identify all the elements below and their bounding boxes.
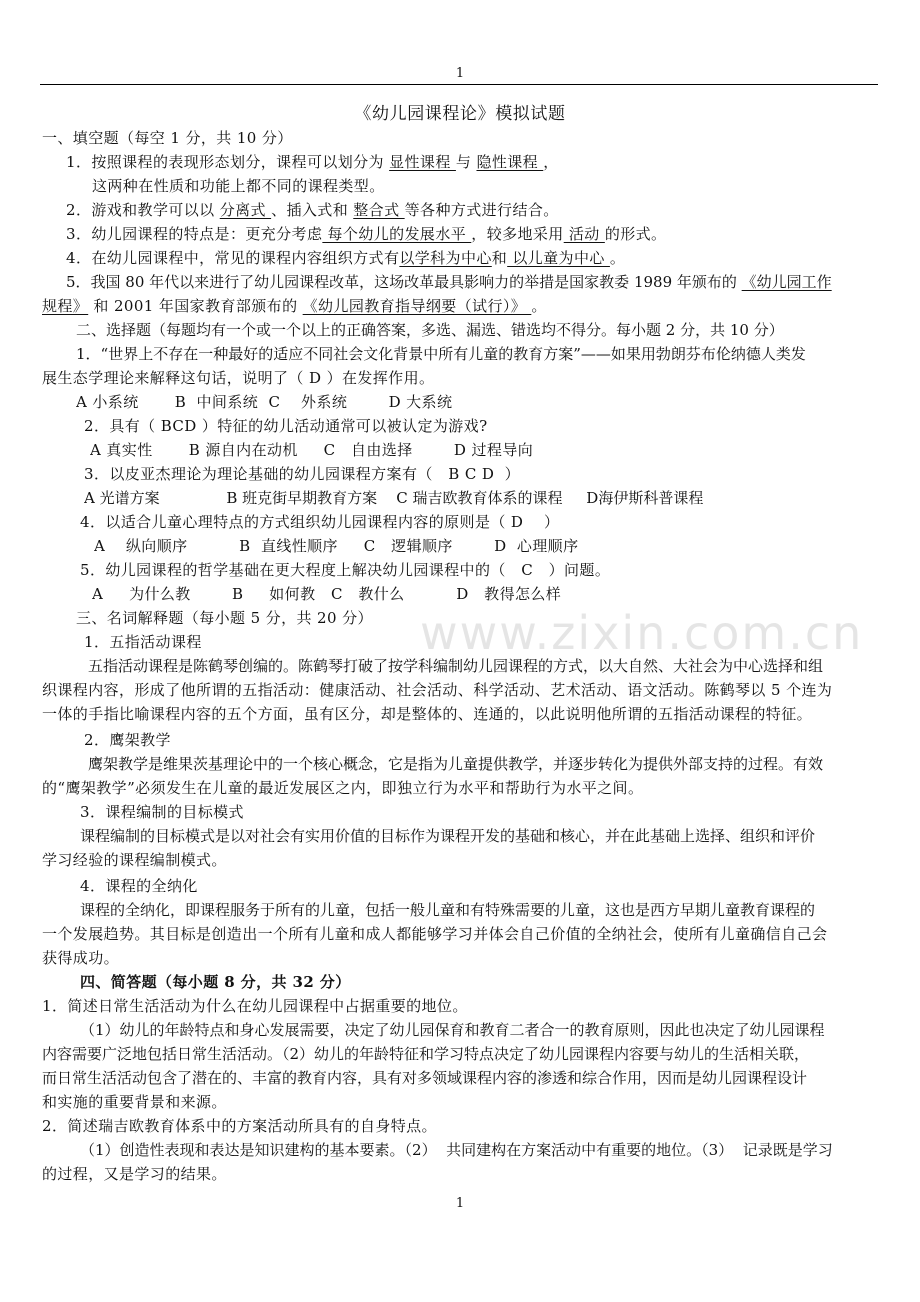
- fill-question-1-cont: 这两种在性质和功能上都不同的课程类型。: [92, 177, 385, 195]
- term-4-body: 获得成功。: [42, 949, 120, 967]
- footer-page-number: 1: [455, 1196, 465, 1211]
- term-4-title: 4．课程的全纳化: [80, 877, 198, 895]
- short-answer-1: 和实施的重要背景和来源。: [42, 1093, 227, 1111]
- answer-blank: 隐性课程: [476, 153, 544, 171]
- section4-heading: 四、简答题（每小题 8 分，共 32 分）: [80, 973, 351, 991]
- answer-blank: 分离式: [219, 201, 272, 219]
- answer-blank: 规程》: [42, 297, 89, 315]
- answer-blank: 以学科为中心: [399, 249, 492, 267]
- term-1-body: 五指活动课程是陈鹤琴创编的。陈鹤琴打破了按学科编制幼儿园课程的方式，以大自然、大社会为中心选择和组: [88, 657, 824, 675]
- short-answer-2: 的过程，又是学习的结果。: [42, 1165, 227, 1183]
- term-3-body: 课程编制的目标模式是以对社会有实用价值的目标作为课程开发的基础和核心，并在此基础上选择、组织和评价: [80, 827, 816, 845]
- term-3-body: 学习经验的课程编制模式。: [42, 851, 227, 869]
- answer-blank: 《幼儿园工作: [741, 273, 832, 291]
- header-page-number: 1: [455, 66, 465, 81]
- answer-blank: 每个幼儿的发展水平: [322, 225, 472, 243]
- answer-blank: 《幼儿园教育指导纲要（试行）》: [302, 297, 532, 315]
- short-answer-1: 内容需要广泛地包括日常生活活动。（2）幼儿的年龄特征和学习特点决定了幼儿园课程内容要与幼儿的生活相关联，: [42, 1045, 810, 1063]
- term-4-body: 一个发展趋势。其目标是创造出一个所有儿童和成人都能够学习并体会自己价值的全纳社会，使所有儿童确信自己会: [42, 925, 828, 943]
- document-title: 《幼儿园课程论》模拟试题: [354, 104, 566, 124]
- term-3-title: 3．课程编制的目标模式: [80, 803, 244, 821]
- short-answer-1: （1）幼儿的年龄特点和身心发展需要，决定了幼儿园保育和教育二者合一的教育原则，因此也决定了幼儿园课程: [80, 1021, 825, 1039]
- short-question-1: 1．简述日常生活活动为什么在幼儿园课程中占据重要的地位。: [42, 997, 468, 1015]
- fill-question-2: 2．游戏和教学可以以 分离式 、插入式和 整合式 等各种方式进行结合。: [66, 201, 559, 219]
- answer-blank: 以儿童为中心: [507, 249, 610, 267]
- choice-question-1-options: A 小系统 B 中间系统 C 外系统 D 大系统: [76, 393, 453, 411]
- watermark: www.zixin.com.cn: [420, 606, 864, 660]
- choice-question-5-options: A 为什么教 B 如何教 C 教什么 D 教得怎么样: [92, 585, 562, 603]
- choice-question-1: 1．“世界上不存在一种最好的适应不同社会文化背景中所有儿童的教育方案”——如果用勃朗芬布伦纳德人类发: [76, 345, 806, 363]
- choice-question-3-options: A 光谱方案 B 班克街早期教育方案 C 瑞吉欧教育体系的课程 D海伊斯科普课程: [84, 489, 704, 507]
- fill-question-3: 3．幼儿园课程的特点是：更充分考虑 每个幼儿的发展水平 ，较多地采用 活动 的形式。: [66, 225, 667, 243]
- short-question-2: 2．简述瑞吉欧教育体系中的方案活动所具有的自身特点。: [42, 1117, 437, 1135]
- term-4-body: 课程的全纳化，即课程服务于所有的儿童，包括一般儿童和有特殊需要的儿童，这也是西方早期儿童教育课程的: [80, 901, 816, 919]
- choice-question-5: 5．幼儿园课程的哲学基础在更大程度上解决幼儿园课程中的（ C ）问题。: [80, 561, 611, 579]
- term-2-body: 的“鹰架教学”必须发生在儿童的最近发展区之内，即独立行为水平和帮助行为水平之间。: [42, 779, 644, 797]
- choice-question-2: 2．具有（ BCD ）特征的幼儿活动通常可以被认定为游戏?: [84, 417, 488, 435]
- section1-heading: 一、填空题（每空 1 分，共 10 分）: [42, 129, 293, 147]
- answer-blank: 活动: [563, 225, 605, 243]
- term-1-body: 一体的手指比喻课程内容的五个方面，虽有区分，却是整体的、连通的，以此说明他所谓的五指活动课程的特征。: [42, 705, 813, 723]
- term-2-body: 鹰架教学是维果茨基理论中的一个核心概念，它是指为儿童提供教学，并逐步转化为提供外部支持的过程。有效: [88, 755, 824, 773]
- fill-question-5-cont: 规程》 和 2001 年国家教育部颁布的 《幼儿园教育指导纲要（试行）》 。: [42, 297, 547, 315]
- choice-question-2-options: A 真实性 B 源自内在动机 C 自由选择 D 过程导向: [90, 441, 534, 459]
- section3-heading: 三、名词解释题（每小题 5 分，共 20 分）: [76, 609, 373, 627]
- choice-question-4: 4．以适合儿童心理特点的方式组织幼儿园课程内容的原则是（ D ）: [80, 513, 560, 531]
- term-2-title: 2．鹰架教学: [84, 731, 171, 749]
- choice-question-3: 3．以皮亚杰理论为理论基础的幼儿园课程方案有（ B C D ）: [84, 465, 521, 483]
- choice-question-4-options: A 纵向顺序 B 直线性顺序 C 逻辑顺序 D 心理顺序: [94, 537, 579, 555]
- header-rule: [40, 84, 878, 85]
- term-1-title: 1．五指活动课程: [84, 633, 202, 651]
- fill-question-4: 4．在幼儿园课程中，常见的课程内容组织方式有以学科为中心和 以儿童为中心 。: [66, 249, 626, 267]
- fill-question-5: 5．我国 80 年代以来进行了幼儿园课程改革，这场改革最具影响力的举措是国家教委 1989 年颁布的 《幼儿园工作: [66, 273, 832, 291]
- short-answer-2: （1）创造性表现和表达是知识建构的基本要素。（2） 共同建构在方案活动中有重要的地位。（3） 记录既是学习: [80, 1141, 833, 1159]
- section2-heading: 二、选择题（每题均有一个或一个以上的正确答案，多选、漏选、错选均不得分。每小题 2 分，共 10 分）: [76, 321, 784, 339]
- short-answer-1: 而日常生活活动包含了潜在的、丰富的教育内容，具有对多领域课程内容的渗透和综合作用，因而是幼儿园课程设计: [42, 1069, 808, 1087]
- term-1-body: 织课程内容，形成了他所谓的五指活动：健康活动、社会活动、科学活动、艺术活动、语文活动。陈鹤琴以 5 个连为: [42, 681, 833, 699]
- choice-question-1-cont: 展生态学理论来解释这句话，说明了（ D ）在发挥作用。: [42, 369, 435, 387]
- fill-question-1: 1．按照课程的表现形态划分，课程可以划分为 显性课程 与 隐性课程 ，: [66, 153, 559, 171]
- answer-blank: 显性课程: [389, 153, 456, 171]
- answer-blank: 整合式: [353, 201, 405, 219]
